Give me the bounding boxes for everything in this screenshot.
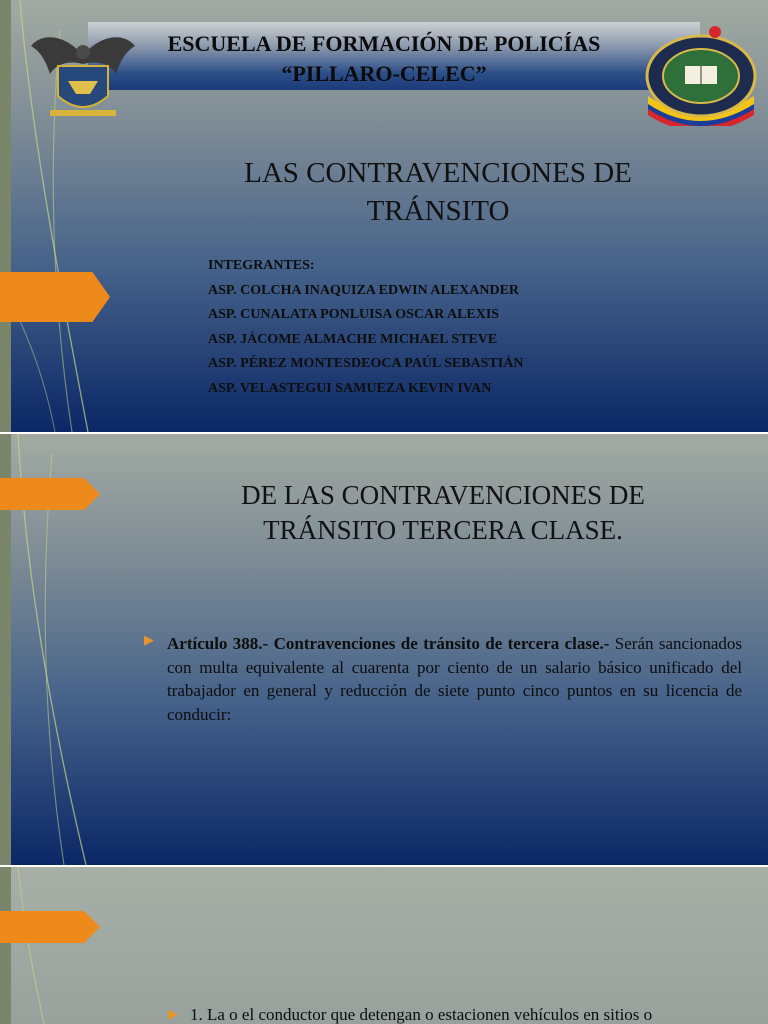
member-item: ASP. JÁCOME ALMACHE MICHAEL STEVE <box>208 331 498 347</box>
orange-arrow-tab <box>0 911 100 943</box>
slide-third-class <box>0 434 768 865</box>
section-title <box>200 478 686 548</box>
title-line-1: LAS CONTRAVENCIONES DE <box>244 157 632 189</box>
school-name: ESCUELA DE FORMACIÓN DE POLICÍAS <box>167 31 601 56</box>
school-subtitle: “PILLARO-CELEC” <box>281 61 487 86</box>
member-item: ASP. COLCHA INAQUIZA EDWIN ALEXANDER <box>208 282 520 298</box>
article-paragraph <box>167 632 742 726</box>
bullet-arrow-icon: ▶ <box>168 1007 178 1022</box>
list-item: 1. La o el conductor que detengan o estacionen vehículos en sitios o <box>190 1005 653 1024</box>
member-item: ASP. VELASTEGUI SAMUEZA KEVIN IVAN <box>208 380 492 396</box>
title-line-2: TRÁNSITO <box>366 195 510 227</box>
article-body: Serán sancionados con multa equivalente al cuarenta por ciento de un salario básico unificado del trabajador en general y reducción de siete punto cinco puntos en su licencia de conducir: <box>167 634 742 724</box>
title-line-2: TRÁNSITO TERCERA CLASE. <box>263 515 623 545</box>
article-heading: Artículo 388.- Contravenciones de tránsito de tercera clase.- <box>167 634 610 653</box>
member-item: ASP. CUNALATA PONLUISA OSCAR ALEXIS <box>208 307 500 323</box>
education-seal-logo <box>640 22 762 126</box>
members-heading: INTEGRANTES: <box>208 258 315 273</box>
decorative-lines <box>0 867 768 1024</box>
orange-arrow-tab <box>0 478 100 510</box>
police-eagle-logo <box>28 26 138 122</box>
presentation-title <box>200 154 676 230</box>
orange-arrow-tab <box>0 272 110 322</box>
title-line-1: DE LAS CONTRAVENCIONES DE <box>241 480 645 510</box>
members-list <box>208 254 523 402</box>
slide-title <box>0 0 768 432</box>
bullet-arrow-icon: ▶ <box>144 633 154 648</box>
slide-item-list <box>0 867 768 1024</box>
member-item: ASP. PÉREZ MONTESDEOCA PAÚL SEBASTIÁN <box>208 356 524 372</box>
